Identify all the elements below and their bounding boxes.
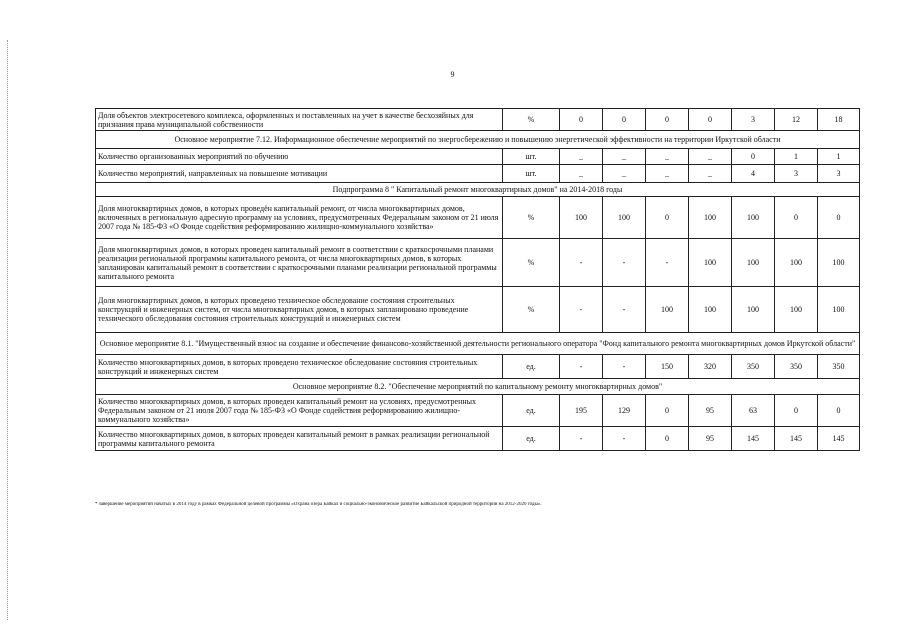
value-cell: 95 — [689, 427, 732, 451]
value-cell: 0 — [646, 395, 689, 427]
table-row — [96, 395, 860, 427]
indicator-name-cell: Количество организованных мероприятий по обучению — [96, 149, 503, 165]
value-cell: - — [560, 355, 603, 379]
table-row — [96, 239, 860, 287]
value-cell: - — [646, 239, 689, 287]
table-row — [96, 355, 860, 379]
section-header-row — [96, 131, 860, 149]
value-cell: 18 — [818, 109, 860, 131]
value-cell: 95 — [689, 395, 732, 427]
value-cell: 145 — [818, 427, 860, 451]
indicators-table-body — [96, 109, 860, 451]
table-row — [96, 149, 860, 165]
section-header-row — [96, 183, 860, 197]
unit-cell: % — [503, 109, 560, 131]
value-cell: 100 — [818, 239, 860, 287]
value-cell: - — [603, 427, 646, 451]
value-cell: - — [603, 355, 646, 379]
unit-cell: % — [503, 239, 560, 287]
value-cell: _ — [689, 149, 732, 165]
table-row — [96, 109, 860, 131]
value-cell: 145 — [732, 427, 775, 451]
value-cell: 100 — [775, 239, 818, 287]
value-cell: 100 — [732, 197, 775, 239]
value-cell: _ — [689, 165, 732, 183]
value-cell: 100 — [818, 287, 860, 333]
value-cell: 100 — [689, 197, 732, 239]
table-row — [96, 165, 860, 183]
indicator-name-cell: Количество мероприятий, направленных на повышение мотивации — [96, 165, 503, 183]
value-cell: 100 — [603, 197, 646, 239]
section-header-row — [96, 333, 860, 355]
table-row — [96, 427, 860, 451]
value-cell: 0 — [646, 109, 689, 131]
value-cell: 100 — [689, 239, 732, 287]
value-cell: 320 — [689, 355, 732, 379]
value-cell: 0 — [689, 109, 732, 131]
value-cell: _ — [560, 165, 603, 183]
value-cell: 150 — [646, 355, 689, 379]
unit-cell: шт. — [503, 149, 560, 165]
value-cell: 100 — [560, 197, 603, 239]
value-cell: _ — [603, 149, 646, 165]
value-cell: - — [603, 287, 646, 333]
value-cell: 0 — [775, 197, 818, 239]
value-cell: - — [560, 287, 603, 333]
value-cell: 1 — [818, 149, 860, 165]
value-cell: 100 — [732, 239, 775, 287]
section-header-row — [96, 379, 860, 395]
value-cell: 145 — [775, 427, 818, 451]
value-cell: - — [603, 239, 646, 287]
indicators-table — [95, 108, 860, 451]
value-cell: 0 — [775, 395, 818, 427]
indicator-name-cell: Доля многоквартирных домов, в которых проведен капитальный ремонт в соответствии с краткосрочными планами реализации региональной программы капитального ремонта, от числа многоквартирных домов, в которых запланирован капитальный ремонт в соответствии с краткосрочными планами реализации региональной программы капитального ремонта — [96, 239, 503, 287]
indicator-name-cell: Доля объектов электросетевого комплекса, оформленных и поставленных на учет в качестве бесхозяйных для признания права муниципальной собственности — [96, 109, 503, 131]
value-cell: 350 — [732, 355, 775, 379]
value-cell: 4 — [732, 165, 775, 183]
section-header-text: Основное мероприятие 7.12. Информационное обеспечение мероприятий по энергосбережению и повышению энергетической эффективности на территории Иркутской области — [96, 131, 860, 149]
value-cell: 1 — [775, 149, 818, 165]
value-cell: 100 — [689, 287, 732, 333]
unit-cell: шт. — [503, 165, 560, 183]
section-header-text: Подпрограмма 8 " Капитальный ремонт многоквартирных домов" на 2014-2018 годы — [96, 183, 860, 197]
value-cell: 0 — [646, 197, 689, 239]
indicator-name-cell: Количество многоквартирных домов, в которых проведено техническое обследование состояния строительных конструкций и инженерных систем — [96, 355, 503, 379]
unit-cell: ед. — [503, 395, 560, 427]
value-cell: _ — [603, 165, 646, 183]
value-cell: - — [560, 239, 603, 287]
value-cell: _ — [646, 149, 689, 165]
value-cell: 100 — [646, 287, 689, 333]
indicator-name-cell: Количество многоквартирных домов, в которых проведен капитальный ремонт в рамках реализации региональной программы капитального ремонта — [96, 427, 503, 451]
value-cell: 100 — [732, 287, 775, 333]
table-row — [96, 197, 860, 239]
value-cell: 0 — [818, 197, 860, 239]
page-number: 9 — [450, 70, 455, 79]
unit-cell: ед. — [503, 427, 560, 451]
value-cell: 3 — [775, 165, 818, 183]
value-cell: 0 — [646, 427, 689, 451]
value-cell: 129 — [603, 395, 646, 427]
value-cell: 12 — [775, 109, 818, 131]
value-cell: 350 — [818, 355, 860, 379]
value-cell: 0 — [560, 109, 603, 131]
value-cell: 63 — [732, 395, 775, 427]
indicator-name-cell: Доля многоквартирных домов, в которых проведён капитальный ремонт, от числа многоквартирных домов, включенных в региональную адресную программу на условиях, предусмотренных Федеральным законом от 21 июля 2007 года № 185-ФЗ «О Фонде содействия реформированию жилищно-коммунального хозяйства» — [96, 197, 503, 239]
footnote: * завершение мероприятий начатых в 2014 году в рамках Федеральной целевой программы «Охрана озера Байкал и социально-экономическое развитие Байкальской природной территории на 2012-2020 годы». — [95, 502, 542, 507]
value-cell: 100 — [775, 287, 818, 333]
value-cell: 195 — [560, 395, 603, 427]
value-cell: _ — [646, 165, 689, 183]
unit-cell: % — [503, 287, 560, 333]
unit-cell: ед. — [503, 355, 560, 379]
indicator-name-cell: Доля многоквартирных домов, в которых проведено техническое обследование состояния строительных конструкций и инженерных систем, от числа многоквартирных домов, в которых запланировано проведение технического обследования состояния строительных конструкций и инженерных систем — [96, 287, 503, 333]
section-header-text: Основное мероприятие 8.1. "Имущественный взнос на создание и обеспечение финансово-хозяйственной деятельности регионального оператора "Фонд капитального ремонта многоквартирных домов Иркутской области" — [96, 333, 860, 355]
table-row — [96, 287, 860, 333]
binder-margin-marks — [7, 40, 10, 620]
section-header-text: Основное мероприятие 8.2. "Обеспечение мероприятий по капитальному ремонту многоквартирных домов" — [96, 379, 860, 395]
value-cell: 0 — [732, 149, 775, 165]
unit-cell: % — [503, 197, 560, 239]
value-cell: 350 — [775, 355, 818, 379]
value-cell: 0 — [603, 109, 646, 131]
value-cell: 3 — [818, 165, 860, 183]
indicator-name-cell: Количество многоквартирных домов, в которых проведен капитальный ремонт на условиях, предусмотренных Федеральным законом от 21 июля 2007 года № 185-ФЗ «О Фонде содействия реформированию жилищно-коммунального хозяйства» — [96, 395, 503, 427]
value-cell: _ — [560, 149, 603, 165]
value-cell: 0 — [818, 395, 860, 427]
value-cell: 3 — [732, 109, 775, 131]
value-cell: - — [560, 427, 603, 451]
